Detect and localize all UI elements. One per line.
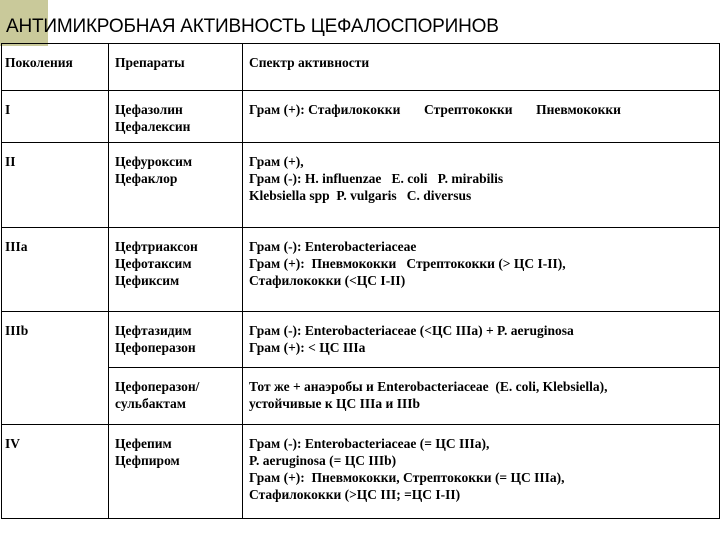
table-row — [2, 425, 720, 519]
header-drugs: Препараты — [109, 44, 243, 91]
header-spectrum: Спектр активности — [243, 44, 720, 91]
spectrum-line: Грам (-): Enterobacteriaceae (= ЦС IIIa), — [249, 436, 490, 451]
header-generation: Поколения — [2, 44, 109, 91]
drug-name: Цефалексин — [115, 119, 191, 134]
generation-cell: IIIa — [2, 228, 109, 312]
spectrum-line: Стафилококки (<ЦС I-II) — [249, 273, 406, 288]
drugs-cell — [109, 312, 243, 368]
spectrum-line: Грам (+): Стафилококки Стрептококки Пневмококки — [249, 102, 621, 117]
spectrum-line: Грам (+): Пневмококки, Стрептококки (= ЦС IIIa), — [249, 470, 565, 485]
page-title: АНТИМИКРОБНАЯ АКТИВНОСТЬ ЦЕФАЛОСПОРИНОВ — [6, 16, 499, 37]
generation-cell: I — [2, 91, 109, 143]
spectrum-line: Тот же + анаэробы и Enterobacteriaceae (E. coli, Klebsiella), — [249, 379, 608, 394]
drug-name: сульбактам — [115, 396, 186, 411]
spectrum-line: Грам (-): Enterobacteriaceae (<ЦС IIIa) + P. aeruginosa — [249, 323, 574, 338]
drugs-cell — [109, 91, 243, 143]
drugs-cell — [109, 368, 243, 425]
spectrum-line: Грам (+): Пневмококки Стрептококки (> ЦС I-II), — [249, 256, 566, 271]
spectrum-line: Грам (-): Enterobacteriaceae — [249, 239, 417, 254]
drug-name: Цефепим — [115, 436, 172, 451]
spectrum-cell — [243, 143, 720, 228]
spectrum-cell — [243, 91, 720, 143]
cephalosporin-activity-table — [1, 43, 720, 519]
spectrum-line: Стафилококки (>ЦС III; =ЦС I-II) — [249, 487, 461, 502]
spectrum-cell — [243, 425, 720, 519]
table-row — [2, 143, 720, 228]
table-row — [2, 91, 720, 143]
drugs-cell — [109, 228, 243, 312]
drug-name: Цефиксим — [115, 273, 180, 288]
spectrum-cell — [243, 312, 720, 368]
drug-name: Цефоперазон — [115, 340, 196, 355]
drug-name: Цефаклор — [115, 171, 178, 186]
generation-cell: IV — [2, 425, 109, 519]
drug-name: Цефпиром — [115, 453, 180, 468]
drugs-cell — [109, 143, 243, 228]
table-row — [2, 228, 720, 312]
table-header-row — [2, 44, 720, 91]
table-row — [2, 368, 720, 425]
drug-name: Цефоперазон/ — [115, 379, 200, 394]
spectrum-cell — [243, 368, 720, 425]
spectrum-line: Klebsiella spp P. vulgaris C. diversus — [249, 188, 472, 203]
spectrum-line: Грам (+): < ЦС IIIa — [249, 340, 366, 355]
spectrum-line: Грам (+), — [249, 154, 304, 169]
drug-name: Цефтазидим — [115, 323, 192, 338]
generation-cell: II — [2, 143, 109, 228]
spectrum-line: устойчивые к ЦС IIIa и IIIb — [249, 396, 420, 411]
spectrum-cell — [243, 228, 720, 312]
spectrum-line: Грам (-): H. influenzae E. coli P. mirabilis — [249, 171, 504, 186]
drug-name: Цефуроксим — [115, 154, 193, 169]
drugs-cell — [109, 425, 243, 519]
drug-name: Цефазолин — [115, 102, 183, 117]
table-row — [2, 312, 720, 368]
spectrum-line: P. aeruginosa (= ЦС IIIb) — [249, 453, 397, 468]
drug-name: Цефтриаксон — [115, 239, 198, 254]
generation-cell: IIIb — [2, 312, 109, 425]
drug-name: Цефотаксим — [115, 256, 192, 271]
